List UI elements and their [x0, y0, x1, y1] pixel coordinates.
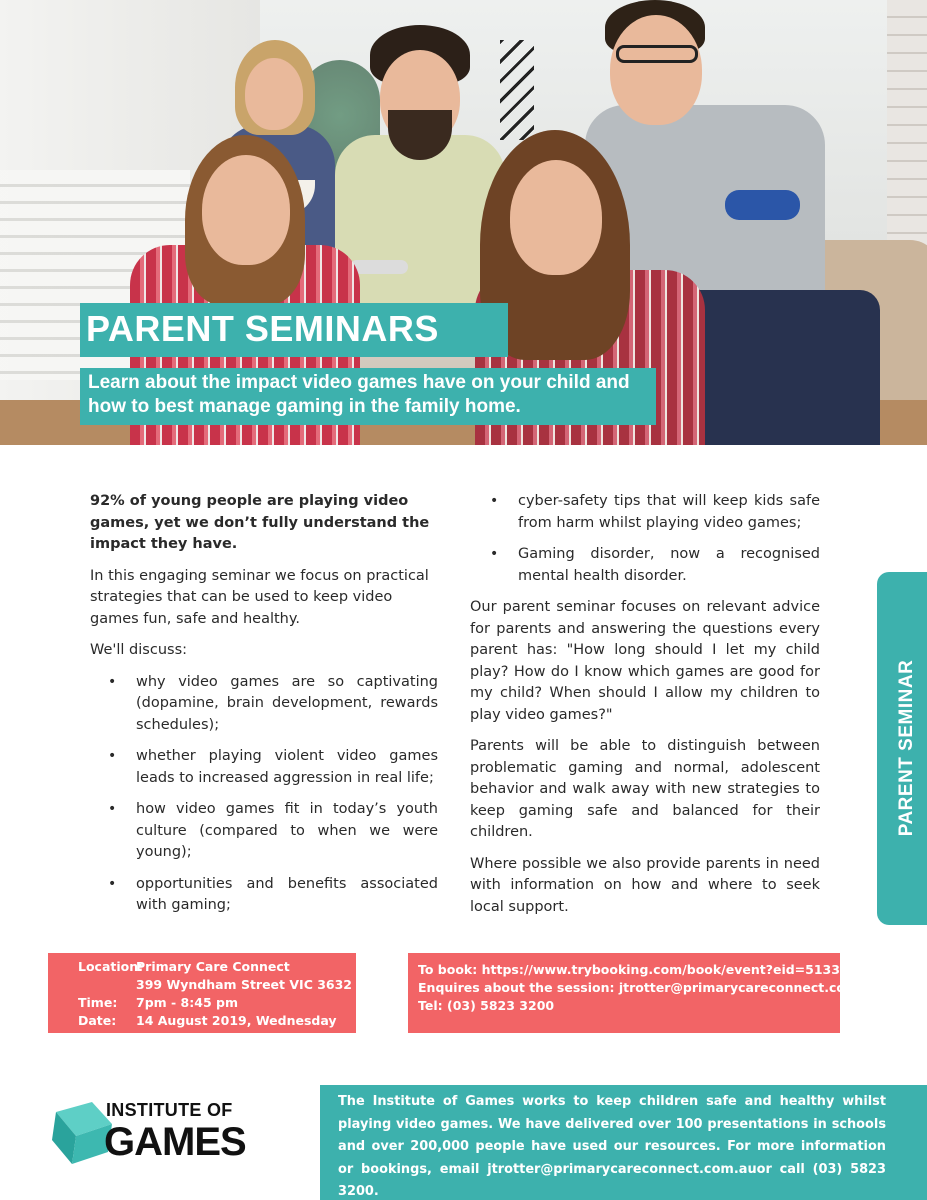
time-label: Time: — [78, 995, 118, 1010]
right-column — [470, 491, 820, 928]
time-value: 7pm - 8:45 pm — [136, 995, 238, 1010]
list-item-text: why video games are so captivating (dopamine, brain development, rewards schedules); — [136, 673, 438, 733]
hero-photo — [0, 0, 927, 445]
discuss-label: We'll discuss: — [90, 642, 188, 658]
bullet-icon: • — [490, 546, 499, 562]
outcomes-paragraph: Parents will be able to distinguish between problematic gaming and normal, adolescent behavior and walk away with new strategies to keep gaming safe and balanced for their children. — [470, 738, 820, 840]
hero-subtitle: Learn about the impact video games have on your child and how to best manage gaming in the family home. — [88, 372, 630, 417]
list-item — [470, 544, 820, 587]
location-label: Location: — [78, 959, 144, 974]
discussion-list — [90, 672, 438, 917]
date-row — [78, 1012, 337, 1030]
bullet-icon: • — [108, 801, 117, 817]
intro-paragraph: In this engaging seminar we focus on practical strategies that can be used to keep video games fun, safe and healthy. — [90, 567, 429, 627]
bullet-icon: • — [108, 673, 117, 690]
address-value: 399 Wyndham Street VIC 3632 — [136, 977, 353, 992]
booking-phone: Tel: (03) 5823 3200 — [418, 998, 555, 1013]
logo-text-main: GAMES — [104, 1120, 246, 1164]
footer-text: The Institute of Games works to keep children safe and healthy whilst playing video games. We have delivered over 100 presentations in schools and over 200,000 people have used our resources. For more information or bookings, email jtrotter@primarycareconnect.com.auor call (03) 5823 3200. — [338, 1094, 886, 1199]
left-column — [90, 491, 438, 927]
list-item — [90, 672, 438, 737]
support-paragraph: Where possible we also provide parents in need with information on how and where to seek local support. — [470, 855, 820, 915]
booking-link[interactable]: To book: https://www.trybooking.com/book/event?eid=513327& — [418, 962, 869, 977]
list-item — [90, 799, 438, 864]
date-label: Date: — [78, 1013, 117, 1028]
logo-text-top: INSTITUTE OF — [106, 1100, 233, 1120]
list-item-text: opportunities and benefits associated with gaming; — [136, 875, 438, 913]
hero-title: PARENT SEMINARS — [86, 308, 439, 349]
discussion-list-continued — [470, 491, 820, 587]
bullet-icon: • — [108, 875, 117, 892]
bullet-icon: • — [490, 493, 499, 509]
list-item — [90, 874, 438, 917]
event-details-box — [48, 953, 356, 1033]
list-item-text: Gaming disorder, now a recognised mental health disorder. — [518, 546, 820, 584]
bullet-icon: • — [108, 748, 117, 764]
list-item-text: how video games fit in today’s youth culture (compared to when we were young); — [136, 801, 438, 860]
lead-statement: 92% of young people are playing video games, yet we don’t fully understand the impact they have. — [90, 493, 430, 552]
enquiries-email[interactable]: Enquires about the session: jtrotter@primarycareconnect.com.au — [418, 980, 881, 995]
list-item-text: whether playing violent video games leads to increased aggression in real life; — [136, 748, 438, 786]
location-row — [78, 958, 290, 976]
booking-box — [408, 953, 881, 1033]
seminar-focus-paragraph: Our parent seminar focuses on relevant advice for parents and answering the questions every parent has: "How long should I let my child play? How do I know which games are good for my child? When should I allow my children to play video games?" — [470, 599, 820, 723]
date-value: 14 August 2019, Wednesday — [136, 1013, 337, 1028]
institute-of-games-logo — [52, 1100, 252, 1166]
list-item — [90, 746, 438, 789]
address-row — [78, 976, 352, 994]
time-row — [78, 994, 238, 1012]
location-value: Primary Care Connect — [136, 959, 290, 974]
list-item-text: cyber-safety tips that will keep kids safe from harm whilst playing video games; — [518, 493, 820, 531]
side-tab-label: PARENT SEMINAR — [896, 659, 917, 837]
list-item — [470, 491, 820, 534]
